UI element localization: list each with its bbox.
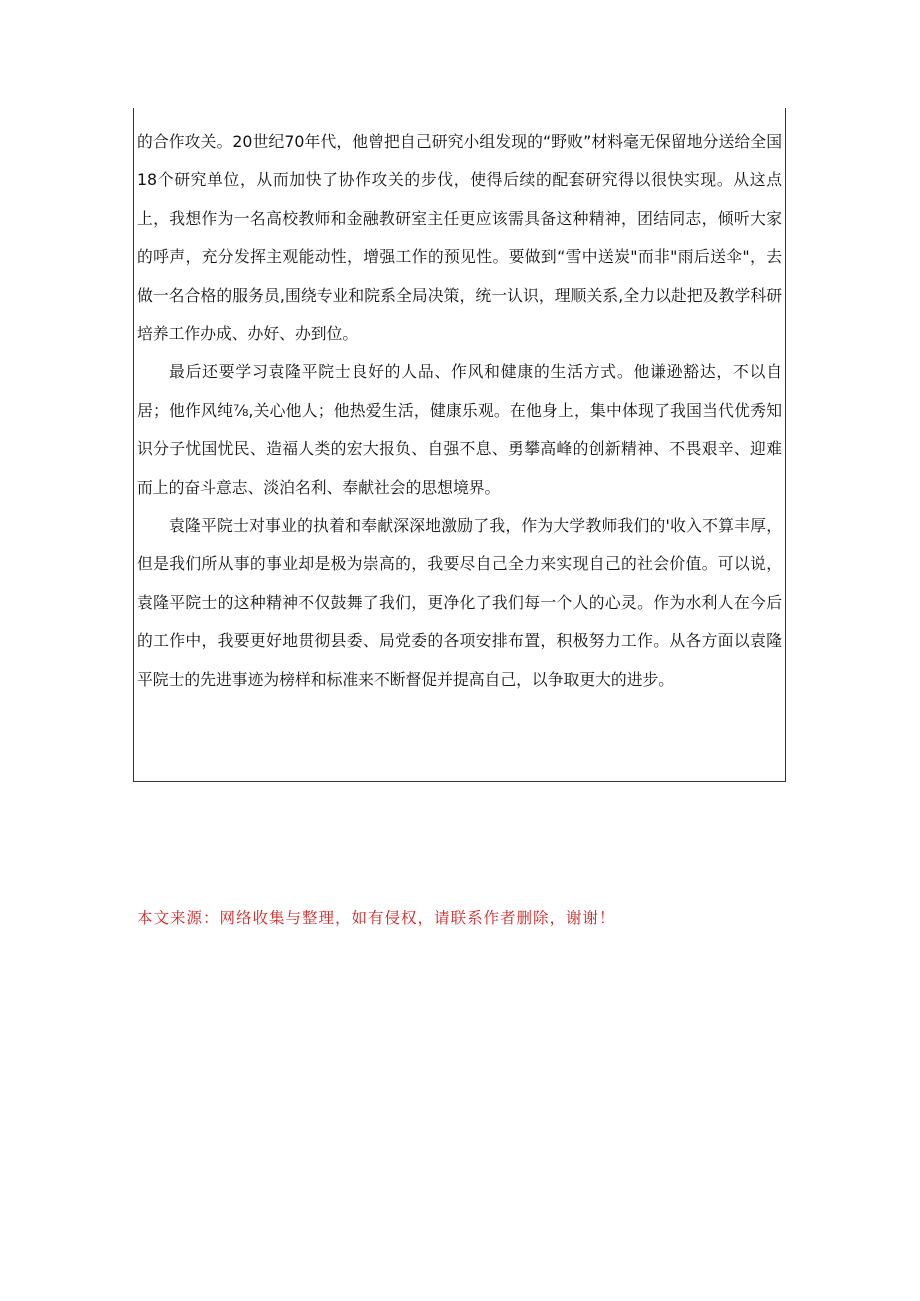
source-note: 本文来源：网络收集与整理，如有侵权，请联系作者删除，谢谢！: [137, 909, 616, 927]
paragraph-2: 最后还要学习袁隆平院士良好的人品、作风和健康的生活方式。他谦逊豁达，不以自居；他作风纯⅞,关心他人；他热爱生活，健康乐观。在他身上，集中体现了我国当代优秀知识分子忧国忧民、造福人类的宏大报负、自强不息、勇攀高峰的创新精神、不畏艰辛、迎难而上的奋斗意志、淡泊名利、奉献社会的思想境界。: [137, 362, 782, 497]
text-box: [133, 108, 786, 782]
text-box-content: [137, 123, 782, 699]
paragraph-1: 的合作攻关。20世纪70年代，他曾把自己研究小组发现的“野败”材料毫无保留地分送给全国18个研究单位，从而加快了协作攻关的步伐，使得后续的配套研究得以很快实现。从这点上，我想作为一名高校教师和金融教研室主任更应该需具备这种精神，团结同志，倾听大家的呼声，充分发挥主观能动性，增强工作的预见性。要做到“雪中送炭"而非"雨后送伞"，去做一名合格的服务员,围绕专业和院系全局决策，统一认识，理顺关系,全力以赴把及教学科研培养工作办成、办好、办到位。: [137, 132, 782, 344]
paragraph-3: 袁隆平院士对事业的执着和奉献深深地激励了我，作为大学教师我们的'收入不算丰厚，但是我们所从事的事业却是极为崇高的，我要尽自己全力来实现自己的社会价值。可以说，袁隆平院士的这种精神不仅鼓舞了我们，更净化了我们每一个人的心灵。作为水利人在今后的工作中，我要更好地贯彻县委、局党委的各项安排布置，积极努力工作。从各方面以袁隆平院士的先进事迹为榜样和标准来不断督促并提高自己，以争取更大的进步。: [137, 516, 782, 689]
